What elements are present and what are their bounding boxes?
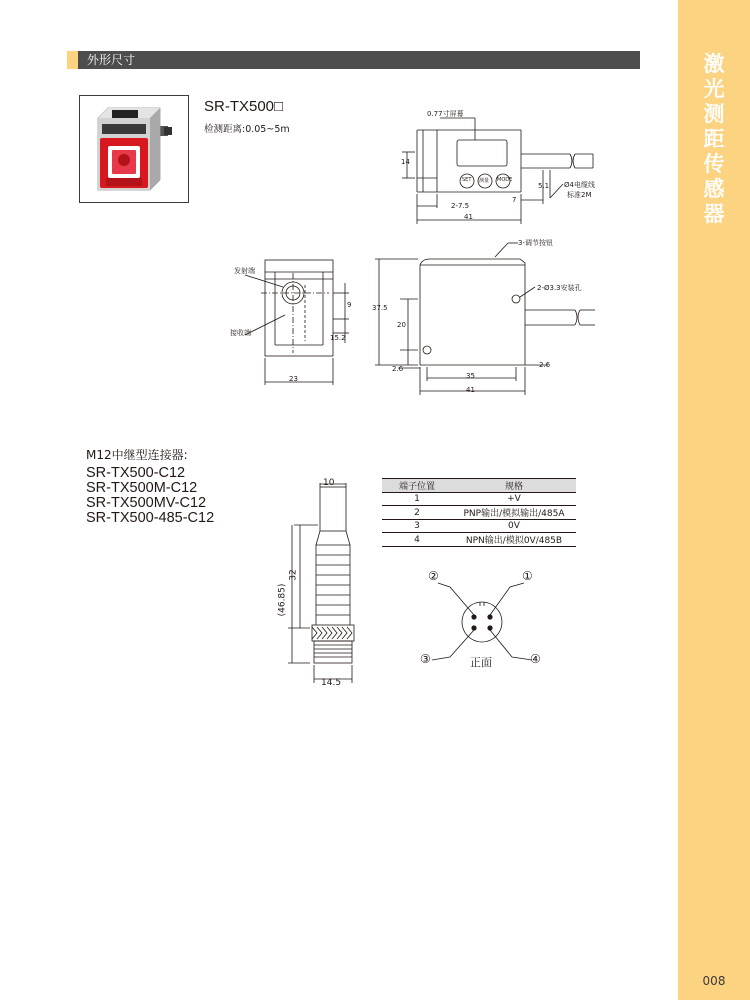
dim-20: 20	[397, 321, 406, 329]
product-photo	[79, 95, 189, 203]
set-button: SET	[462, 177, 472, 183]
section-header	[67, 51, 640, 69]
table-row	[382, 506, 576, 520]
mount-hole-label: 2-Ø3.3安装孔	[537, 284, 582, 292]
model-title: SR-TX500□	[204, 98, 284, 115]
cable-label: Ø4电缆线	[564, 181, 595, 189]
pin-position: 4	[382, 533, 452, 547]
sidebar-title	[678, 52, 750, 227]
face-label: 正面	[470, 656, 492, 669]
section-accent	[67, 51, 78, 69]
dim-10: 10	[323, 478, 335, 488]
table-header-row	[382, 479, 576, 493]
connector-model: SR-TX500-C12	[86, 465, 186, 481]
pin-spec: +V	[452, 493, 576, 506]
connector-model: SR-TX500M-C12	[86, 480, 198, 496]
pin-spec: PNP输出/模拟输出/485A	[452, 506, 576, 520]
dim-46-85: (46.85)	[277, 583, 288, 617]
section-title: 外形尺寸	[87, 53, 136, 67]
page-number: 008	[702, 974, 726, 988]
dim-2-7-5: 2-7.5	[451, 202, 470, 210]
sidebar-title-char: 激	[703, 52, 725, 76]
pin-position: 3	[382, 520, 452, 533]
dim-14-5: 14.5	[321, 678, 342, 688]
pin-position: 2	[382, 506, 452, 520]
sidebar-title-char: 器	[703, 202, 725, 226]
column-header: 端子位置	[382, 479, 452, 493]
emitter-label: 发射端	[234, 267, 255, 275]
adjust-button-label: 3-调节按钮	[518, 239, 553, 247]
dim-9: 9	[347, 301, 352, 309]
side-view-drawing	[370, 235, 610, 400]
dim-5-1: 5.1	[538, 182, 550, 190]
pin-spec: 0V	[452, 520, 576, 533]
dim-37-5: 37.5	[372, 304, 388, 312]
dim-2-6-left: 2.6	[392, 365, 404, 373]
pin-label-2: ②	[428, 569, 439, 583]
pin-label-3: ③	[420, 652, 431, 666]
dim-35: 35	[466, 372, 475, 380]
sidebar-title-char: 光	[703, 77, 725, 101]
front-view-drawing	[395, 100, 615, 230]
detection-range: 检测距离:0.05~5m	[204, 124, 290, 135]
measure-button: 测量	[479, 178, 490, 184]
pin-table	[382, 478, 576, 547]
dim-14: 14	[401, 158, 410, 166]
connector-drawing	[280, 475, 380, 690]
connector-model: SR-TX500MV-C12	[86, 495, 207, 511]
table-row	[382, 533, 576, 547]
pin-spec: NPN输出/模拟0V/485B	[452, 533, 576, 547]
connector-model: SR-TX500-485-C12	[86, 510, 215, 526]
dim-15-2: 15.2	[330, 334, 346, 342]
sidebar-title-char: 距	[703, 127, 725, 151]
sidebar-title-char: 测	[703, 102, 725, 126]
dim-41-front: 41	[464, 213, 473, 221]
pin-label-1: ①	[522, 569, 533, 583]
column-header: 规格	[452, 479, 576, 493]
receiver-label: 接收端	[230, 329, 251, 337]
sidebar-title-char: 传	[703, 152, 725, 176]
screen-label: 0.77寸屏幕	[427, 110, 464, 118]
dim-2-6-right: 2.6	[539, 361, 551, 369]
sensor-image	[80, 96, 188, 202]
sidebar-title-char: 感	[703, 177, 725, 201]
dim-41-side: 41	[466, 386, 475, 394]
side-banner	[678, 0, 750, 1000]
table-row	[382, 493, 576, 506]
table-row	[382, 520, 576, 533]
pin-position: 1	[382, 493, 452, 506]
dim-23: 23	[289, 375, 298, 383]
pin-label-4: ④	[530, 652, 541, 666]
dim-32: 32	[288, 569, 299, 581]
connector-title: M12中继型连接器:	[86, 448, 188, 462]
dim-7: 7	[512, 196, 517, 204]
connector-model-list	[86, 466, 214, 526]
cable-length-label: 标准2M	[567, 191, 592, 199]
mode-button: MODE	[497, 177, 513, 183]
